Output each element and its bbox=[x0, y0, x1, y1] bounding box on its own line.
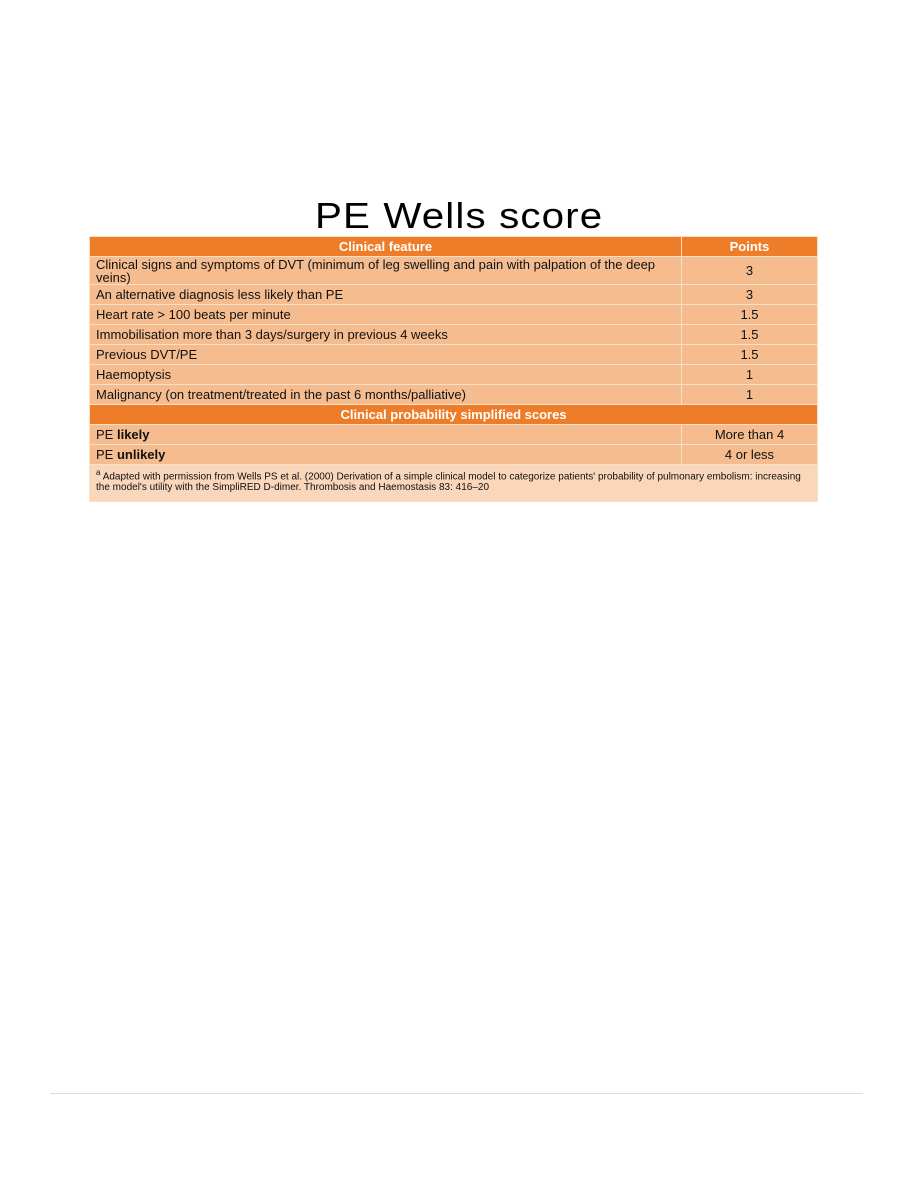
score-label bbox=[90, 445, 682, 465]
score-prefix: PE bbox=[96, 427, 117, 442]
header-points: Points bbox=[682, 237, 818, 257]
footnote-text: Adapted with permission from Wells PS et al. (2000) Derivation of a simple clinical model to categorize patients' probability of pulmonary embolism: increasing the model's utility with the SimpliRED D-dimer. Thrombosis and Haemostasis 83: 416–20 bbox=[96, 471, 801, 494]
row-points: 1 bbox=[682, 365, 818, 385]
score-value: More than 4 bbox=[682, 425, 818, 445]
page-divider bbox=[50, 1093, 863, 1094]
table-row bbox=[90, 285, 818, 305]
row-points: 1.5 bbox=[682, 305, 818, 325]
footnote bbox=[90, 465, 818, 502]
row-feature: Previous DVT/PE bbox=[90, 345, 682, 365]
row-feature: Heart rate > 100 beats per minute bbox=[90, 305, 682, 325]
table-row bbox=[90, 257, 818, 285]
row-feature: An alternative diagnosis less likely than PE bbox=[90, 285, 682, 305]
score-prefix: PE bbox=[96, 447, 117, 462]
score-row-unlikely bbox=[90, 445, 818, 465]
row-points: 3 bbox=[682, 285, 818, 305]
row-points: 1 bbox=[682, 385, 818, 405]
score-value: 4 or less bbox=[682, 445, 818, 465]
table-row bbox=[90, 325, 818, 345]
table-row bbox=[90, 385, 818, 405]
row-feature: Clinical signs and symptoms of DVT (minimum of leg swelling and pain with palpation of the deep veins) bbox=[90, 257, 682, 285]
table-row bbox=[90, 345, 818, 365]
table-row bbox=[90, 305, 818, 325]
wells-score-table bbox=[89, 236, 818, 502]
table-row bbox=[90, 365, 818, 385]
row-points: 3 bbox=[682, 257, 818, 285]
row-feature: Immobilisation more than 3 days/surgery in previous 4 weeks bbox=[90, 325, 682, 345]
section-header-probability: Clinical probability simplified scores bbox=[90, 405, 818, 425]
table-header-row bbox=[90, 237, 818, 257]
page-title: PE Wells score bbox=[314, 195, 604, 236]
score-label-bold: unlikely bbox=[116, 447, 166, 462]
score-label-bold: likely bbox=[116, 427, 150, 442]
score-label bbox=[90, 425, 682, 445]
score-row-likely bbox=[90, 425, 818, 445]
footnote-marker: a bbox=[96, 468, 101, 477]
row-feature: Malignancy (on treatment/treated in the past 6 months/palliative) bbox=[90, 385, 682, 405]
header-clinical-feature: Clinical feature bbox=[90, 237, 682, 257]
row-points: 1.5 bbox=[682, 345, 818, 365]
footnote-row bbox=[90, 465, 818, 502]
row-points: 1.5 bbox=[682, 325, 818, 345]
section-header-row bbox=[90, 405, 818, 425]
row-feature: Haemoptysis bbox=[90, 365, 682, 385]
